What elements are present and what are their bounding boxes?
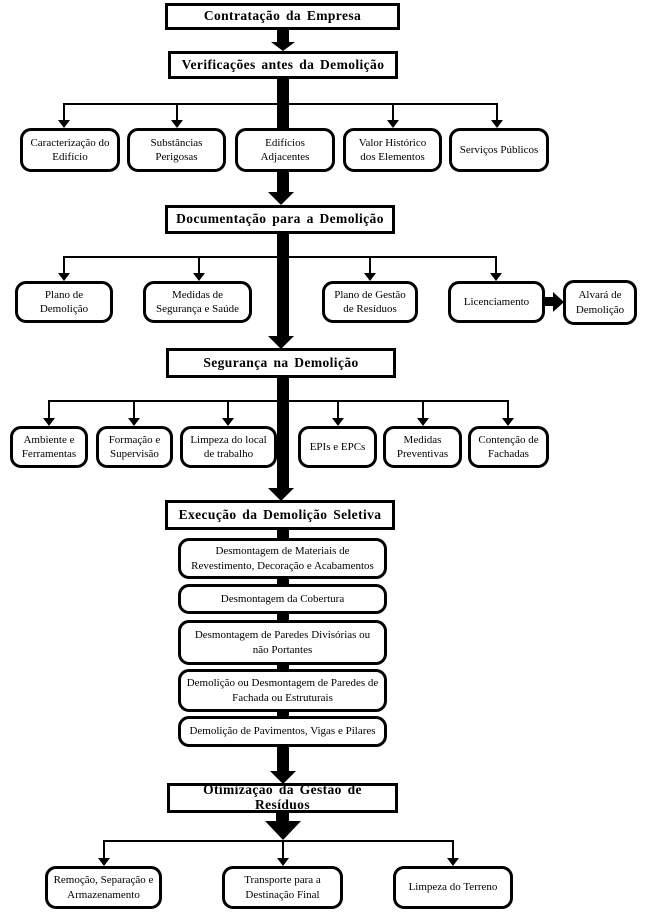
node-desmontagem-materiais-revestimento: Desmontagem de Materiais de Revestimento, Decoração e Acabamentos <box>178 538 387 579</box>
node-epis-e-epcs: EPIs e EPCs <box>298 426 377 468</box>
branch-drop-line <box>103 840 105 858</box>
branch-drop-line <box>495 256 497 273</box>
node-remocao-separacao-armazenamento: Remoção, Separação e Armazenamento <box>45 866 162 909</box>
node-medidas-de-seguranca-e-saude: Medidas de Segurança e Saúde <box>143 281 252 323</box>
arrowhead-down-icon <box>171 120 183 128</box>
node-transporte-destinacao-final: Transporte para a Destinação Final <box>222 866 343 909</box>
arrowhead-down-icon <box>43 418 55 426</box>
branch-drop-line <box>392 103 394 120</box>
node-ambiente-e-ferramentas: Ambiente e Ferramentas <box>10 426 88 468</box>
arrowhead-down-icon <box>193 273 205 281</box>
stage-otimizacao-da-gestao-de-residuos: Otimização da Gestão de Resíduos <box>167 783 398 813</box>
node-desmontagem-paredes-divisorias: Desmontagem de Paredes Divisórias ou não Portantes <box>178 620 387 665</box>
arrowhead-down-icon <box>222 418 234 426</box>
branch-drop-line <box>422 400 424 418</box>
arrowhead-down-icon <box>128 418 140 426</box>
connector-contratacao-verificacoes <box>277 30 289 42</box>
arrowhead-down-icon <box>332 418 344 426</box>
connector-licenciamento-alvara <box>545 297 553 306</box>
node-substancias-perigosas: Substâncias Perigosas <box>127 128 226 172</box>
stage-documentacao-para-a-demolicao: Documentação para a Demolição <box>165 205 395 234</box>
branch-drop-line <box>176 103 178 120</box>
node-formacao-e-supervisao: Formação e Supervisão <box>96 426 173 468</box>
node-limpeza-do-terreno: Limpeza do Terreno <box>393 866 513 909</box>
connector-seguranca-execucao <box>277 378 289 488</box>
connector-execucao-otimizacao <box>277 747 289 771</box>
branch-line-otimizacao <box>104 840 454 842</box>
branch-drop-line <box>452 840 454 858</box>
arrowhead-down-icon <box>491 120 503 128</box>
node-plano-de-demolicao: Plano de Demolição <box>15 281 113 323</box>
connector-row1-documentacao <box>277 172 289 192</box>
branch-drop-line <box>496 103 498 120</box>
arrowhead-down-icon <box>268 192 294 205</box>
arrowhead-down-icon <box>364 273 376 281</box>
branch-drop-line <box>282 840 284 858</box>
node-demolicao-pavimentos-vigas-pilares: Demolição de Pavimentos, Vigas e Pilares <box>178 716 387 747</box>
arrowhead-down-icon <box>271 42 295 51</box>
arrowhead-down-icon <box>447 858 459 866</box>
stage-verificacoes-antes-da-demolicao: Verificações antes da Demolição <box>168 51 398 79</box>
branch-line-verificacoes <box>64 103 498 105</box>
branch-drop-line <box>63 103 65 120</box>
arrowhead-down-icon <box>387 120 399 128</box>
branch-drop-line <box>133 400 135 418</box>
arrowhead-down-icon <box>58 120 70 128</box>
stage-execucao-da-demolicao-seletiva: Execução da Demolição Seletiva <box>165 500 395 530</box>
node-servicos-publicos: Serviços Públicos <box>449 128 549 172</box>
arrowhead-down-icon <box>98 858 110 866</box>
arrowhead-down-icon <box>58 273 70 281</box>
stage-contratacao-da-empresa: Contratação da Empresa <box>165 3 400 30</box>
branch-drop-line <box>369 256 371 273</box>
node-limpeza-do-local-de-trabalho: Limpeza do local de trabalho <box>180 426 277 468</box>
node-demolicao-paredes-fachada-estruturais: Demolição ou Desmontagem de Paredes de Fachada ou Estruturais <box>178 669 387 712</box>
branch-drop-line <box>48 400 50 418</box>
node-desmontagem-da-cobertura: Desmontagem da Cobertura <box>178 584 387 614</box>
stage-seguranca-na-demolicao: Segurança na Demolição <box>166 348 396 378</box>
arrowhead-down-icon <box>277 858 289 866</box>
node-licenciamento: Licenciamento <box>448 281 545 323</box>
arrowhead-down-icon <box>490 273 502 281</box>
node-caracterizacao-do-edificio: Caracterização do Edifício <box>20 128 120 172</box>
branch-drop-line <box>227 400 229 418</box>
branch-line-seguranca <box>49 400 508 402</box>
arrowhead-down-icon <box>265 821 301 840</box>
branch-drop-line <box>198 256 200 273</box>
connector-otimizacao-branch <box>276 813 289 821</box>
node-plano-de-gestao-de-residuos: Plano de Gestão de Resíduos <box>322 281 418 323</box>
node-valor-historico-dos-elementos: Valor Histórico dos Elementos <box>343 128 442 172</box>
connector-step <box>277 530 289 538</box>
connector-documentacao-seguranca <box>277 234 289 336</box>
branch-line-documentacao <box>64 256 496 258</box>
branch-drop-line <box>507 400 509 418</box>
arrowhead-down-icon <box>417 418 429 426</box>
node-alvara-de-demolicao: Alvará de Demolição <box>563 280 637 325</box>
branch-drop-line <box>63 256 65 273</box>
node-medidas-preventivas: Medidas Preventivas <box>383 426 462 468</box>
branch-drop-line <box>337 400 339 418</box>
arrowhead-down-icon <box>502 418 514 426</box>
node-contencao-de-fachadas: Contenção de Fachadas <box>468 426 549 468</box>
node-edificios-adjacentes: Edifícios Adjacentes <box>235 128 335 172</box>
